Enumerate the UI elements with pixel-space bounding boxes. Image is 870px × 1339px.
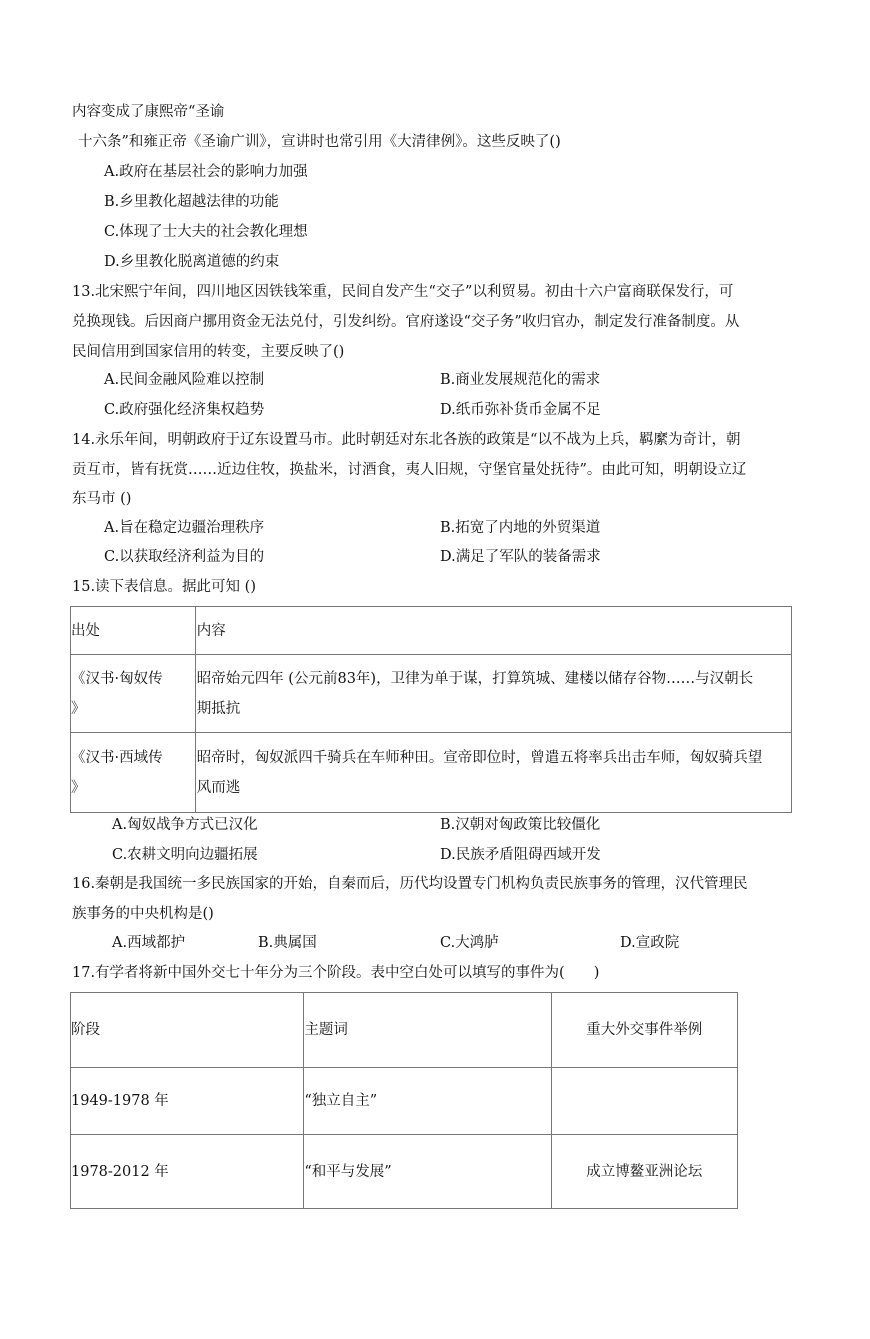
question-15-table [70,606,792,813]
table-header-cell: 出处 [71,607,196,655]
question-16-option-a: A.西域都护 [112,935,186,951]
table-row [71,1135,738,1209]
question-14-text-line-3: 东马市 () [72,491,132,507]
content-line-2: 风而逃 [196,779,241,796]
question-14-text-line-1: 14.永乐年间，明朝政府于辽东设置马市。此时朝廷对东北各族的政策是“以不战为上兵，羁縻为奇计，朝 [72,432,741,448]
question-13-option-c: C.政府强化经济集权趋势 [104,402,265,418]
table-header-cell: 重大外交事件举例 [551,993,737,1068]
question-13-option-a: A.民间金融风险难以控制 [104,372,265,388]
table-cell-content [195,655,791,733]
question-12-text-line-1: 内容变成了康熙帝“圣谕 [72,104,225,120]
question-12-text-line-2: 十六条”和雍正帝《圣谕广训》，宣讲时也常引用《大清律例》。这些反映了() [78,134,561,150]
table-row [71,1068,738,1135]
question-15-option-a: A.匈奴战争方式已汉化 [112,817,258,833]
question-16-text-line-1: 16.秦朝是我国统一多民族国家的开始，自秦而后，历代均设置专门机构负责民族事务的管理，汉代管理民 [72,876,748,892]
source-line-1: 《汉书·西域传 [71,749,163,766]
question-16-option-d: D.宣政院 [620,935,680,951]
table-cell-content [195,733,791,813]
question-13-text-line-3: 民间信用到国家信用的转变，主要反映了() [72,344,345,360]
question-15-option-b: B.汉朝对匈政策比较僵化 [440,817,601,833]
table-cell-theme: “独立自主” [304,1068,551,1135]
question-13-text-line-1: 13.北宋熙宁年间，四川地区因铁钱笨重，民间自发产生“交子”以利贸易。初由十六户富商联保发行，可 [72,284,734,300]
table-cell-event [551,1068,737,1135]
question-16-option-b: B.典属国 [258,935,317,951]
table-cell-stage: 1978-2012 年 [71,1135,304,1209]
question-16-option-c: C.大鸿胪 [440,935,499,951]
table-cell-stage: 1949-1978 年 [71,1068,304,1135]
question-16-text-line-2: 族事务的中央机构是() [72,906,214,922]
question-15-stem: 15.读下表信息。据此可知 () [72,579,256,595]
question-12-option-c: C.体现了士大夫的社会教化理想 [104,224,308,240]
question-17-table [70,992,738,1209]
table-header-cell: 内容 [195,607,791,655]
question-15-option-d: D.民族矛盾阻碍西域开发 [440,847,601,863]
question-14-option-d: D.满足了军队的装备需求 [440,549,601,565]
question-12-option-a: A.政府在基层社会的影响力加强 [104,164,308,180]
question-14-option-c: C.以获取经济利益为目的 [104,549,265,565]
table-header-row [71,607,792,655]
question-17-stem: 17.有学者将新中国外交七十年分为三个阶段。表中空白处可以填写的事件为( ) [72,965,600,981]
question-12-option-d: D.乡里教化脱离道德的约束 [104,254,280,270]
table-row [71,733,792,813]
question-14-option-a: A.旨在稳定边疆治理秩序 [104,520,265,536]
question-13-option-d: D.纸币弥补货币金属不足 [440,402,601,418]
content-line-2: 期抵抗 [196,700,241,717]
question-13-text-line-2: 兑换现钱。后因商户挪用资金无法兑付，引发纠纷。官府遂设“交子务”收归官办，制定发行准备制度。从 [72,314,740,330]
content-line-1: 昭帝时，匈奴派四千骑兵在车师种田。宣帝即位时，曾遣五将率兵出击车师，匈奴骑兵望 [196,749,763,766]
table-row [71,655,792,733]
table-cell-event: 成立博鳌亚洲论坛 [551,1135,737,1209]
question-14-text-line-2: 贡互市，皆有抚赏……近边住牧，换盐米，讨酒食，夷人旧规，守堡官量处抚待”。由此可知，明朝设立辽 [72,462,747,478]
source-line-2: 》 [71,779,86,796]
question-13-option-b: B.商业发展规范化的需求 [440,372,601,388]
source-line-2: 》 [71,700,86,717]
table-header-cell: 阶段 [71,993,304,1068]
table-cell-source [71,733,196,813]
table-cell-theme: “和平与发展” [304,1135,551,1209]
content-line-1: 昭帝始元四年 (公元前83年)，卫律为单于谋，打算筑城、建楼以储存谷物……与汉朝长 [196,670,754,687]
question-12-option-b: B.乡里教化超越法律的功能 [104,194,279,210]
question-14-option-b: B.拓宽了内地的外贸渠道 [440,520,601,536]
question-15-option-c: C.农耕文明向边疆拓展 [112,847,258,863]
table-cell-source [71,655,196,733]
table-header-cell: 主题词 [304,993,551,1068]
table-header-row [71,993,738,1068]
source-line-1: 《汉书·匈奴传 [71,670,163,687]
